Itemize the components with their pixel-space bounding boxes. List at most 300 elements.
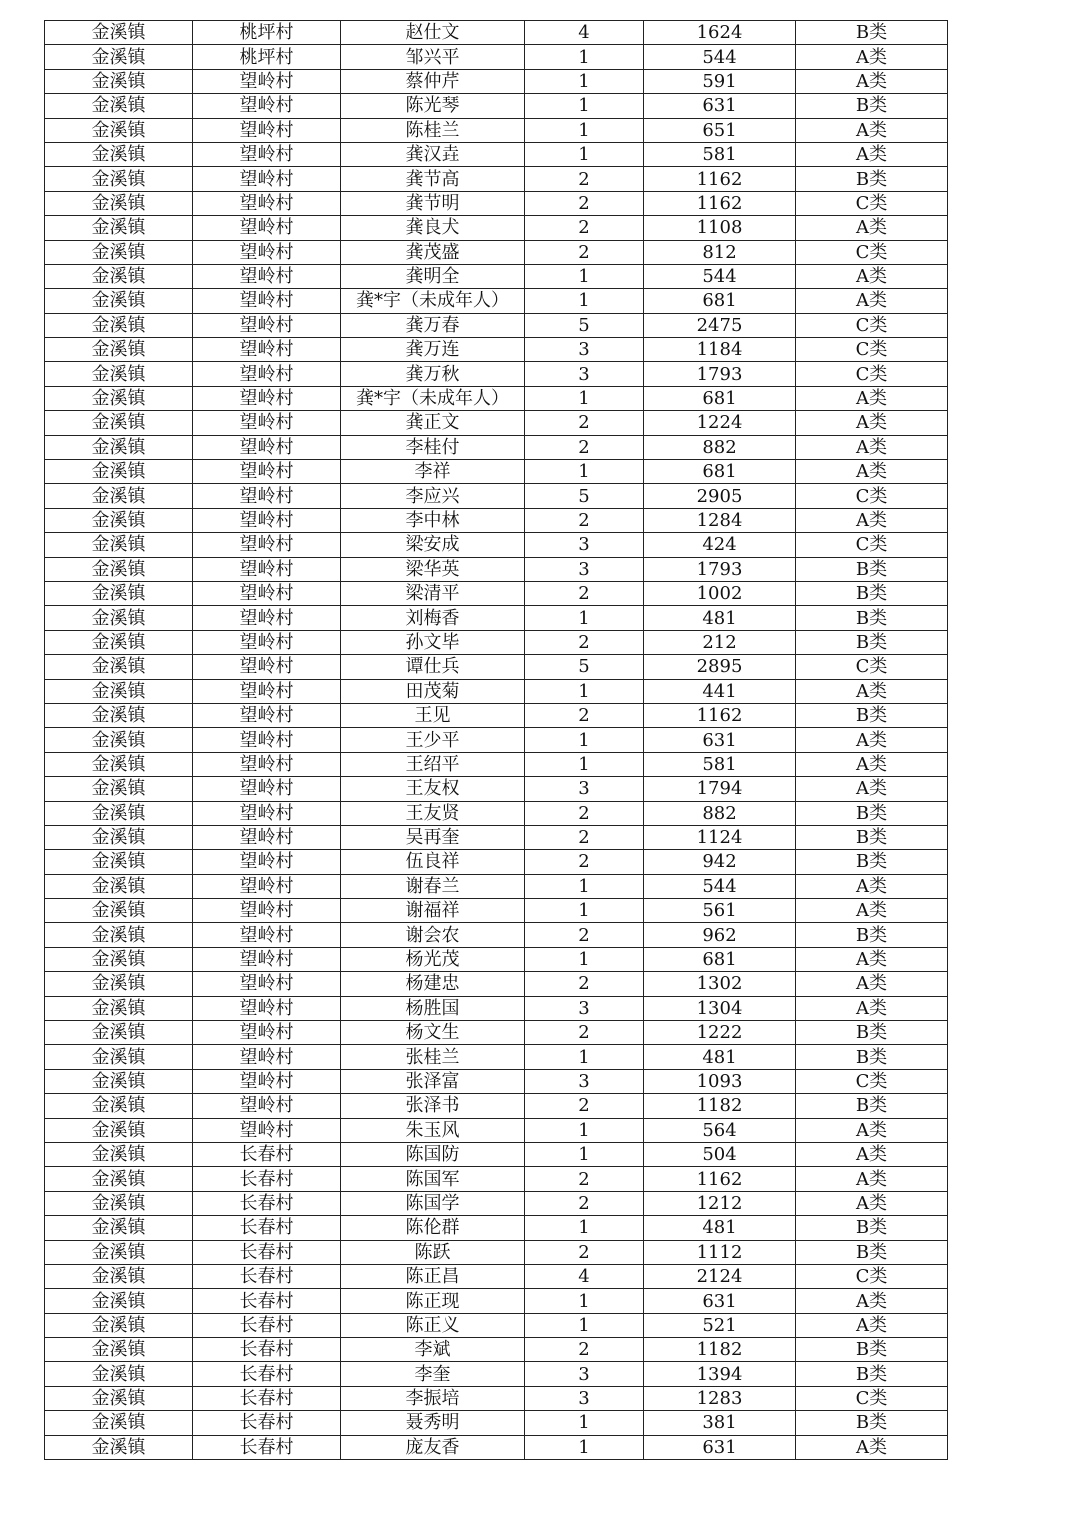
household-size-cell: 5 — [525, 655, 644, 679]
amount-cell: 561 — [644, 899, 796, 923]
category-cell: C类 — [796, 338, 948, 362]
category-cell: C类 — [796, 313, 948, 337]
category-cell: A类 — [796, 679, 948, 703]
name-cell: 龚*宇（未成年人） — [341, 386, 525, 410]
town-cell: 金溪镇 — [45, 728, 193, 752]
category-cell: A类 — [796, 1289, 948, 1313]
village-cell: 望岭村 — [193, 557, 341, 581]
town-cell: 金溪镇 — [45, 69, 193, 93]
town-cell: 金溪镇 — [45, 21, 193, 45]
amount-cell: 481 — [644, 1045, 796, 1069]
name-cell: 吴再奎 — [341, 825, 525, 849]
table-row — [45, 1289, 948, 1313]
table-row — [45, 947, 948, 971]
table-row — [45, 1435, 948, 1459]
amount-cell: 1222 — [644, 1021, 796, 1045]
town-cell: 金溪镇 — [45, 1313, 193, 1337]
table-row — [45, 630, 948, 654]
household-size-cell: 1 — [525, 679, 644, 703]
village-cell: 望岭村 — [193, 142, 341, 166]
household-size-cell: 1 — [525, 460, 644, 484]
category-cell: B类 — [796, 850, 948, 874]
household-size-cell: 2 — [525, 216, 644, 240]
town-cell: 金溪镇 — [45, 484, 193, 508]
name-cell: 田茂菊 — [341, 679, 525, 703]
village-cell: 长春村 — [193, 1338, 341, 1362]
amount-cell: 441 — [644, 679, 796, 703]
household-size-cell: 1 — [525, 899, 644, 923]
table-row — [45, 191, 948, 215]
village-cell: 长春村 — [193, 1435, 341, 1459]
village-cell: 望岭村 — [193, 996, 341, 1020]
name-cell: 梁华英 — [341, 557, 525, 581]
category-cell: A类 — [796, 1435, 948, 1459]
town-cell: 金溪镇 — [45, 972, 193, 996]
village-cell: 望岭村 — [193, 850, 341, 874]
village-cell: 桃坪村 — [193, 21, 341, 45]
name-cell: 孙文毕 — [341, 630, 525, 654]
amount-cell: 544 — [644, 874, 796, 898]
amount-cell: 1002 — [644, 581, 796, 605]
household-size-cell: 1 — [525, 1435, 644, 1459]
household-size-cell: 2 — [525, 630, 644, 654]
name-cell: 谢福祥 — [341, 899, 525, 923]
category-cell: A类 — [796, 45, 948, 69]
name-cell: 聂秀明 — [341, 1411, 525, 1435]
village-cell: 望岭村 — [193, 655, 341, 679]
name-cell: 李奎 — [341, 1362, 525, 1386]
category-cell: A类 — [796, 69, 948, 93]
household-size-cell: 3 — [525, 557, 644, 581]
amount-cell: 681 — [644, 289, 796, 313]
household-size-cell: 1 — [525, 874, 644, 898]
category-cell: A类 — [796, 752, 948, 776]
amount-cell: 1184 — [644, 338, 796, 362]
category-cell: A类 — [796, 899, 948, 923]
name-cell: 王见 — [341, 703, 525, 727]
household-size-cell: 1 — [525, 947, 644, 971]
amount-cell: 1112 — [644, 1240, 796, 1264]
table-row — [45, 1167, 948, 1191]
name-cell: 谢会农 — [341, 923, 525, 947]
table-row — [45, 45, 948, 69]
category-cell: A类 — [796, 874, 948, 898]
table-row — [45, 21, 948, 45]
household-size-cell: 1 — [525, 1045, 644, 1069]
table-row — [45, 338, 948, 362]
data-table — [44, 20, 948, 1460]
town-cell: 金溪镇 — [45, 1264, 193, 1288]
amount-cell: 564 — [644, 1118, 796, 1142]
household-size-cell: 2 — [525, 508, 644, 532]
town-cell: 金溪镇 — [45, 167, 193, 191]
table-row — [45, 972, 948, 996]
amount-cell: 1108 — [644, 216, 796, 240]
town-cell: 金溪镇 — [45, 581, 193, 605]
name-cell: 谢春兰 — [341, 874, 525, 898]
town-cell: 金溪镇 — [45, 142, 193, 166]
category-cell: B类 — [796, 923, 948, 947]
category-cell: B类 — [796, 1021, 948, 1045]
town-cell: 金溪镇 — [45, 1240, 193, 1264]
amount-cell: 481 — [644, 1216, 796, 1240]
amount-cell: 962 — [644, 923, 796, 947]
household-size-cell: 1 — [525, 728, 644, 752]
amount-cell: 504 — [644, 1142, 796, 1166]
town-cell: 金溪镇 — [45, 386, 193, 410]
household-size-cell: 1 — [525, 118, 644, 142]
village-cell: 望岭村 — [193, 923, 341, 947]
name-cell: 陈国学 — [341, 1191, 525, 1215]
household-size-cell: 1 — [525, 386, 644, 410]
village-cell: 望岭村 — [193, 264, 341, 288]
table-row — [45, 1362, 948, 1386]
town-cell: 金溪镇 — [45, 752, 193, 776]
name-cell: 杨胜国 — [341, 996, 525, 1020]
village-cell: 长春村 — [193, 1142, 341, 1166]
household-size-cell: 2 — [525, 581, 644, 605]
household-size-cell: 1 — [525, 94, 644, 118]
category-cell: C类 — [796, 362, 948, 386]
name-cell: 张桂兰 — [341, 1045, 525, 1069]
village-cell: 望岭村 — [193, 947, 341, 971]
amount-cell: 581 — [644, 752, 796, 776]
town-cell: 金溪镇 — [45, 508, 193, 532]
town-cell: 金溪镇 — [45, 630, 193, 654]
village-cell: 望岭村 — [193, 1118, 341, 1142]
household-size-cell: 2 — [525, 1021, 644, 1045]
category-cell: A类 — [796, 1142, 948, 1166]
amount-cell: 1124 — [644, 825, 796, 849]
table-row — [45, 484, 948, 508]
household-size-cell: 2 — [525, 1191, 644, 1215]
household-size-cell: 5 — [525, 313, 644, 337]
town-cell: 金溪镇 — [45, 606, 193, 630]
category-cell: B类 — [796, 606, 948, 630]
category-cell: A类 — [796, 435, 948, 459]
town-cell: 金溪镇 — [45, 45, 193, 69]
table-row — [45, 581, 948, 605]
village-cell: 望岭村 — [193, 728, 341, 752]
table-row — [45, 264, 948, 288]
category-cell: B类 — [796, 630, 948, 654]
town-cell: 金溪镇 — [45, 1289, 193, 1313]
town-cell: 金溪镇 — [45, 1411, 193, 1435]
category-cell: A类 — [796, 777, 948, 801]
table-row — [45, 1240, 948, 1264]
name-cell: 朱玉风 — [341, 1118, 525, 1142]
household-size-cell: 3 — [525, 338, 644, 362]
amount-cell: 1224 — [644, 411, 796, 435]
table-body — [45, 21, 948, 1460]
amount-cell: 2895 — [644, 655, 796, 679]
name-cell: 李斌 — [341, 1338, 525, 1362]
table-row — [45, 94, 948, 118]
amount-cell: 591 — [644, 69, 796, 93]
table-row — [45, 899, 948, 923]
amount-cell: 631 — [644, 94, 796, 118]
village-cell: 望岭村 — [193, 581, 341, 605]
category-cell: A类 — [796, 460, 948, 484]
village-cell: 桃坪村 — [193, 45, 341, 69]
village-cell: 长春村 — [193, 1289, 341, 1313]
town-cell: 金溪镇 — [45, 947, 193, 971]
name-cell: 陈光琴 — [341, 94, 525, 118]
village-cell: 望岭村 — [193, 1069, 341, 1093]
town-cell: 金溪镇 — [45, 899, 193, 923]
village-cell: 望岭村 — [193, 69, 341, 93]
category-cell: A类 — [796, 264, 948, 288]
table-row — [45, 1411, 948, 1435]
name-cell: 杨光茂 — [341, 947, 525, 971]
amount-cell: 2475 — [644, 313, 796, 337]
amount-cell: 481 — [644, 606, 796, 630]
category-cell: B类 — [796, 703, 948, 727]
amount-cell: 1093 — [644, 1069, 796, 1093]
name-cell: 伍良祥 — [341, 850, 525, 874]
category-cell: C类 — [796, 484, 948, 508]
village-cell: 望岭村 — [193, 899, 341, 923]
town-cell: 金溪镇 — [45, 1338, 193, 1362]
category-cell: A类 — [796, 972, 948, 996]
name-cell: 谭仕兵 — [341, 655, 525, 679]
amount-cell: 882 — [644, 435, 796, 459]
name-cell: 张泽富 — [341, 1069, 525, 1093]
amount-cell: 544 — [644, 45, 796, 69]
name-cell: 龚万春 — [341, 313, 525, 337]
household-size-cell: 2 — [525, 801, 644, 825]
household-size-cell: 1 — [525, 1289, 644, 1313]
village-cell: 望岭村 — [193, 240, 341, 264]
town-cell: 金溪镇 — [45, 240, 193, 264]
amount-cell: 1162 — [644, 191, 796, 215]
household-size-cell: 4 — [525, 1264, 644, 1288]
table-row — [45, 728, 948, 752]
category-cell: C类 — [796, 1069, 948, 1093]
table-row — [45, 289, 948, 313]
village-cell: 长春村 — [193, 1167, 341, 1191]
amount-cell: 1304 — [644, 996, 796, 1020]
village-cell: 望岭村 — [193, 972, 341, 996]
town-cell: 金溪镇 — [45, 1045, 193, 1069]
name-cell: 张泽书 — [341, 1094, 525, 1118]
table-row — [45, 118, 948, 142]
name-cell: 龚节明 — [341, 191, 525, 215]
category-cell: B类 — [796, 21, 948, 45]
category-cell: A类 — [796, 411, 948, 435]
amount-cell: 1182 — [644, 1338, 796, 1362]
name-cell: 梁安成 — [341, 533, 525, 557]
village-cell: 长春村 — [193, 1362, 341, 1386]
amount-cell: 1394 — [644, 1362, 796, 1386]
name-cell: 龚汉垚 — [341, 142, 525, 166]
village-cell: 望岭村 — [193, 1021, 341, 1045]
name-cell: 李中林 — [341, 508, 525, 532]
town-cell: 金溪镇 — [45, 533, 193, 557]
table-row — [45, 606, 948, 630]
category-cell: B类 — [796, 1240, 948, 1264]
village-cell: 望岭村 — [193, 752, 341, 776]
name-cell: 杨文生 — [341, 1021, 525, 1045]
name-cell: 王友贤 — [341, 801, 525, 825]
table-row — [45, 240, 948, 264]
village-cell: 望岭村 — [193, 801, 341, 825]
name-cell: 龚明全 — [341, 264, 525, 288]
category-cell: A类 — [796, 118, 948, 142]
amount-cell: 1793 — [644, 557, 796, 581]
amount-cell: 424 — [644, 533, 796, 557]
category-cell: A类 — [796, 289, 948, 313]
amount-cell: 1283 — [644, 1386, 796, 1410]
town-cell: 金溪镇 — [45, 338, 193, 362]
household-size-cell: 2 — [525, 435, 644, 459]
table-row — [45, 1191, 948, 1215]
village-cell: 望岭村 — [193, 386, 341, 410]
town-cell: 金溪镇 — [45, 94, 193, 118]
village-cell: 望岭村 — [193, 508, 341, 532]
category-cell: C类 — [796, 240, 948, 264]
household-size-cell: 2 — [525, 411, 644, 435]
category-cell: A类 — [796, 216, 948, 240]
town-cell: 金溪镇 — [45, 1118, 193, 1142]
table-row — [45, 1045, 948, 1069]
household-size-cell: 3 — [525, 777, 644, 801]
name-cell: 龚*宇（未成年人） — [341, 289, 525, 313]
table-row — [45, 752, 948, 776]
amount-cell: 521 — [644, 1313, 796, 1337]
household-size-cell: 1 — [525, 1313, 644, 1337]
household-size-cell: 3 — [525, 996, 644, 1020]
amount-cell: 1162 — [644, 167, 796, 191]
household-size-cell: 2 — [525, 1167, 644, 1191]
village-cell: 望岭村 — [193, 362, 341, 386]
category-cell: A类 — [796, 386, 948, 410]
village-cell: 望岭村 — [193, 118, 341, 142]
town-cell: 金溪镇 — [45, 264, 193, 288]
name-cell: 陈伦群 — [341, 1216, 525, 1240]
name-cell: 陈桂兰 — [341, 118, 525, 142]
town-cell: 金溪镇 — [45, 1216, 193, 1240]
name-cell: 王少平 — [341, 728, 525, 752]
category-cell: A类 — [796, 1313, 948, 1337]
town-cell: 金溪镇 — [45, 850, 193, 874]
table-row — [45, 460, 948, 484]
amount-cell: 212 — [644, 630, 796, 654]
category-cell: B类 — [796, 557, 948, 581]
household-size-cell: 2 — [525, 167, 644, 191]
name-cell: 龚节高 — [341, 167, 525, 191]
amount-cell: 681 — [644, 947, 796, 971]
amount-cell: 1624 — [644, 21, 796, 45]
name-cell: 李桂付 — [341, 435, 525, 459]
household-size-cell: 3 — [525, 1362, 644, 1386]
town-cell: 金溪镇 — [45, 1167, 193, 1191]
household-size-cell: 3 — [525, 1386, 644, 1410]
household-size-cell: 2 — [525, 1240, 644, 1264]
name-cell: 龚良犬 — [341, 216, 525, 240]
town-cell: 金溪镇 — [45, 1386, 193, 1410]
amount-cell: 544 — [644, 264, 796, 288]
table-row — [45, 1094, 948, 1118]
table-row — [45, 167, 948, 191]
name-cell: 王友权 — [341, 777, 525, 801]
category-cell: A类 — [796, 996, 948, 1020]
amount-cell: 2905 — [644, 484, 796, 508]
name-cell: 庞友香 — [341, 1435, 525, 1459]
table-row — [45, 69, 948, 93]
name-cell: 邹兴平 — [341, 45, 525, 69]
town-cell: 金溪镇 — [45, 1435, 193, 1459]
town-cell: 金溪镇 — [45, 1142, 193, 1166]
name-cell: 陈跃 — [341, 1240, 525, 1264]
category-cell: B类 — [796, 1045, 948, 1069]
table-row — [45, 825, 948, 849]
name-cell: 陈正昌 — [341, 1264, 525, 1288]
town-cell: 金溪镇 — [45, 1094, 193, 1118]
table-row — [45, 216, 948, 240]
village-cell: 长春村 — [193, 1411, 341, 1435]
amount-cell: 1793 — [644, 362, 796, 386]
table-row — [45, 1264, 948, 1288]
village-cell: 望岭村 — [193, 533, 341, 557]
village-cell: 望岭村 — [193, 679, 341, 703]
household-size-cell: 2 — [525, 923, 644, 947]
table-row — [45, 557, 948, 581]
town-cell: 金溪镇 — [45, 1069, 193, 1093]
town-cell: 金溪镇 — [45, 289, 193, 313]
town-cell: 金溪镇 — [45, 1362, 193, 1386]
village-cell: 望岭村 — [193, 874, 341, 898]
village-cell: 望岭村 — [193, 703, 341, 727]
household-size-cell: 4 — [525, 21, 644, 45]
household-size-cell: 1 — [525, 606, 644, 630]
household-size-cell: 1 — [525, 1411, 644, 1435]
household-size-cell: 2 — [525, 191, 644, 215]
name-cell: 龚万秋 — [341, 362, 525, 386]
village-cell: 望岭村 — [193, 191, 341, 215]
table-row — [45, 655, 948, 679]
category-cell: A类 — [796, 947, 948, 971]
name-cell: 王绍平 — [341, 752, 525, 776]
amount-cell: 2124 — [644, 1264, 796, 1288]
household-size-cell: 3 — [525, 1069, 644, 1093]
name-cell: 李祥 — [341, 460, 525, 484]
table-row — [45, 996, 948, 1020]
table-row — [45, 362, 948, 386]
town-cell: 金溪镇 — [45, 825, 193, 849]
amount-cell: 882 — [644, 801, 796, 825]
town-cell: 金溪镇 — [45, 557, 193, 581]
village-cell: 长春村 — [193, 1386, 341, 1410]
category-cell: C类 — [796, 1264, 948, 1288]
town-cell: 金溪镇 — [45, 411, 193, 435]
town-cell: 金溪镇 — [45, 777, 193, 801]
table-row — [45, 313, 948, 337]
table-row — [45, 1386, 948, 1410]
town-cell: 金溪镇 — [45, 191, 193, 215]
village-cell: 望岭村 — [193, 606, 341, 630]
category-cell: B类 — [796, 1411, 948, 1435]
category-cell: B类 — [796, 1094, 948, 1118]
name-cell: 赵仕文 — [341, 21, 525, 45]
amount-cell: 1302 — [644, 972, 796, 996]
amount-cell: 681 — [644, 386, 796, 410]
village-cell: 长春村 — [193, 1191, 341, 1215]
category-cell: C类 — [796, 655, 948, 679]
town-cell: 金溪镇 — [45, 923, 193, 947]
amount-cell: 381 — [644, 1411, 796, 1435]
town-cell: 金溪镇 — [45, 801, 193, 825]
